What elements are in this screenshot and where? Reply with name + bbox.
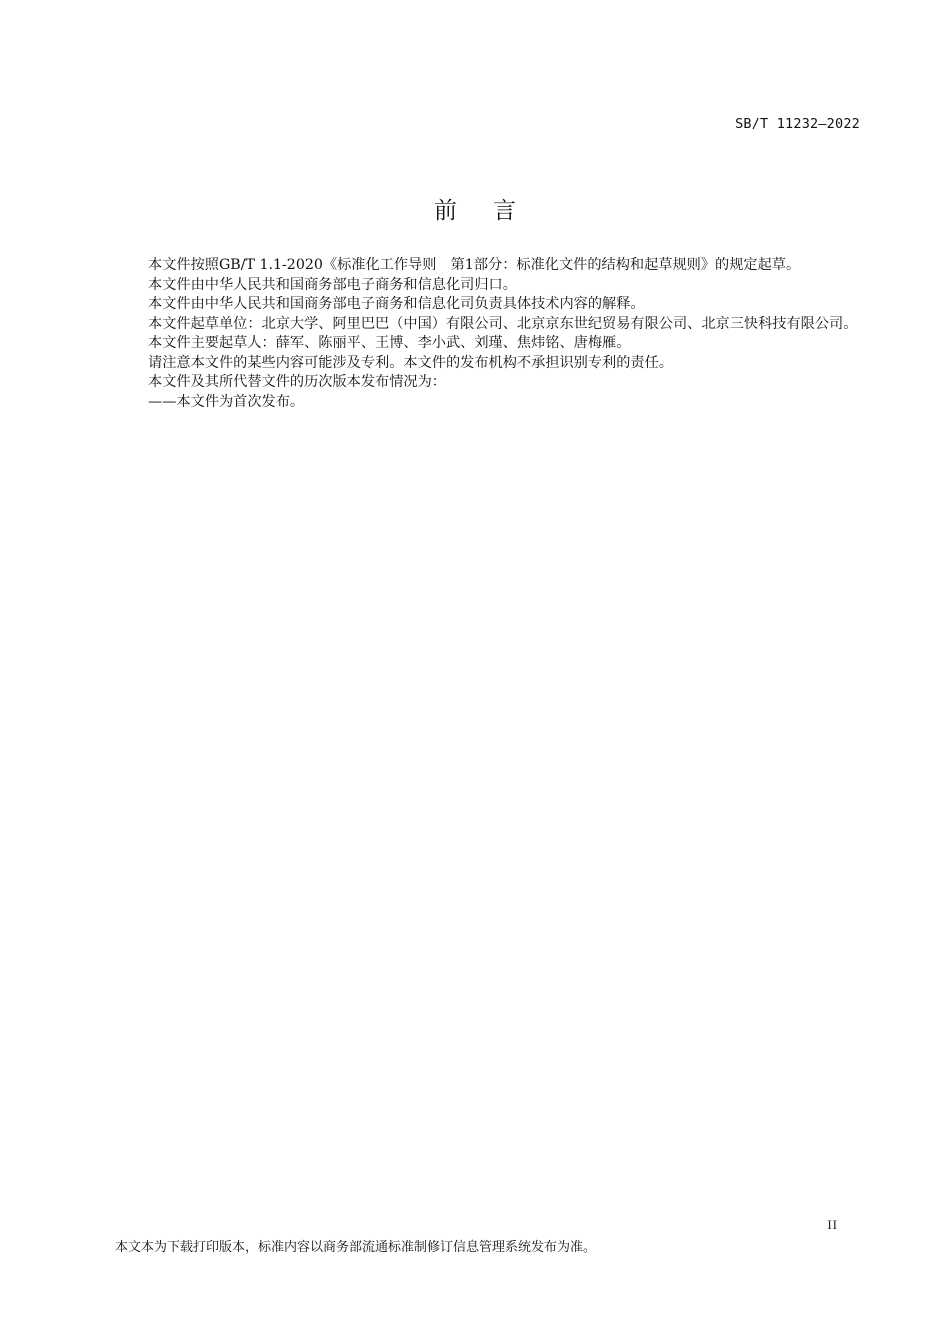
paragraph-interpretation: 本文件由中华人民共和国商务部电子商务和信息化司负责具体技术内容的解释。 — [148, 296, 645, 312]
paragraph-drafting-rules: 本文件按照GB/T 1.1-2020《标准化工作导则 第1部分：标准化文件的结构和起草规则》的规定起草。 — [148, 257, 801, 273]
paragraph-first-release: ——本文件为首次发布。 — [148, 393, 305, 410]
paragraph-patent-notice: 请注意本文件的某些内容可能涉及专利。本文件的发布机构不承担识别专利的责任。 — [148, 354, 673, 371]
page-title: 前言 — [434, 198, 552, 224]
footer-note: 本文本为下载打印版本，标准内容以商务部流通标准制修订信息管理系统发布为准。 — [115, 1240, 597, 1255]
paragraph-version-history: 本文件及其所代替文件的历次版本发布情况为： — [148, 374, 446, 390]
document-code: SB/T 11232—2022 — [735, 116, 860, 132]
paragraph-centralized-by: 本文件由中华人民共和国商务部电子商务和信息化司归口。 — [148, 276, 517, 293]
preface-body — [115, 256, 860, 412]
paragraph-drafting-units: 本文件起草单位：北京大学、阿里巴巴（中国）有限公司、北京京东世纪贸易有限公司、北京三快科技有限公司。 — [148, 315, 858, 332]
page-number: II — [827, 1217, 838, 1232]
paragraph-drafters: 本文件主要起草人：薛军、陈丽平、王博、李小武、刘瑾、焦炜铭、唐梅雁。 — [148, 335, 631, 351]
